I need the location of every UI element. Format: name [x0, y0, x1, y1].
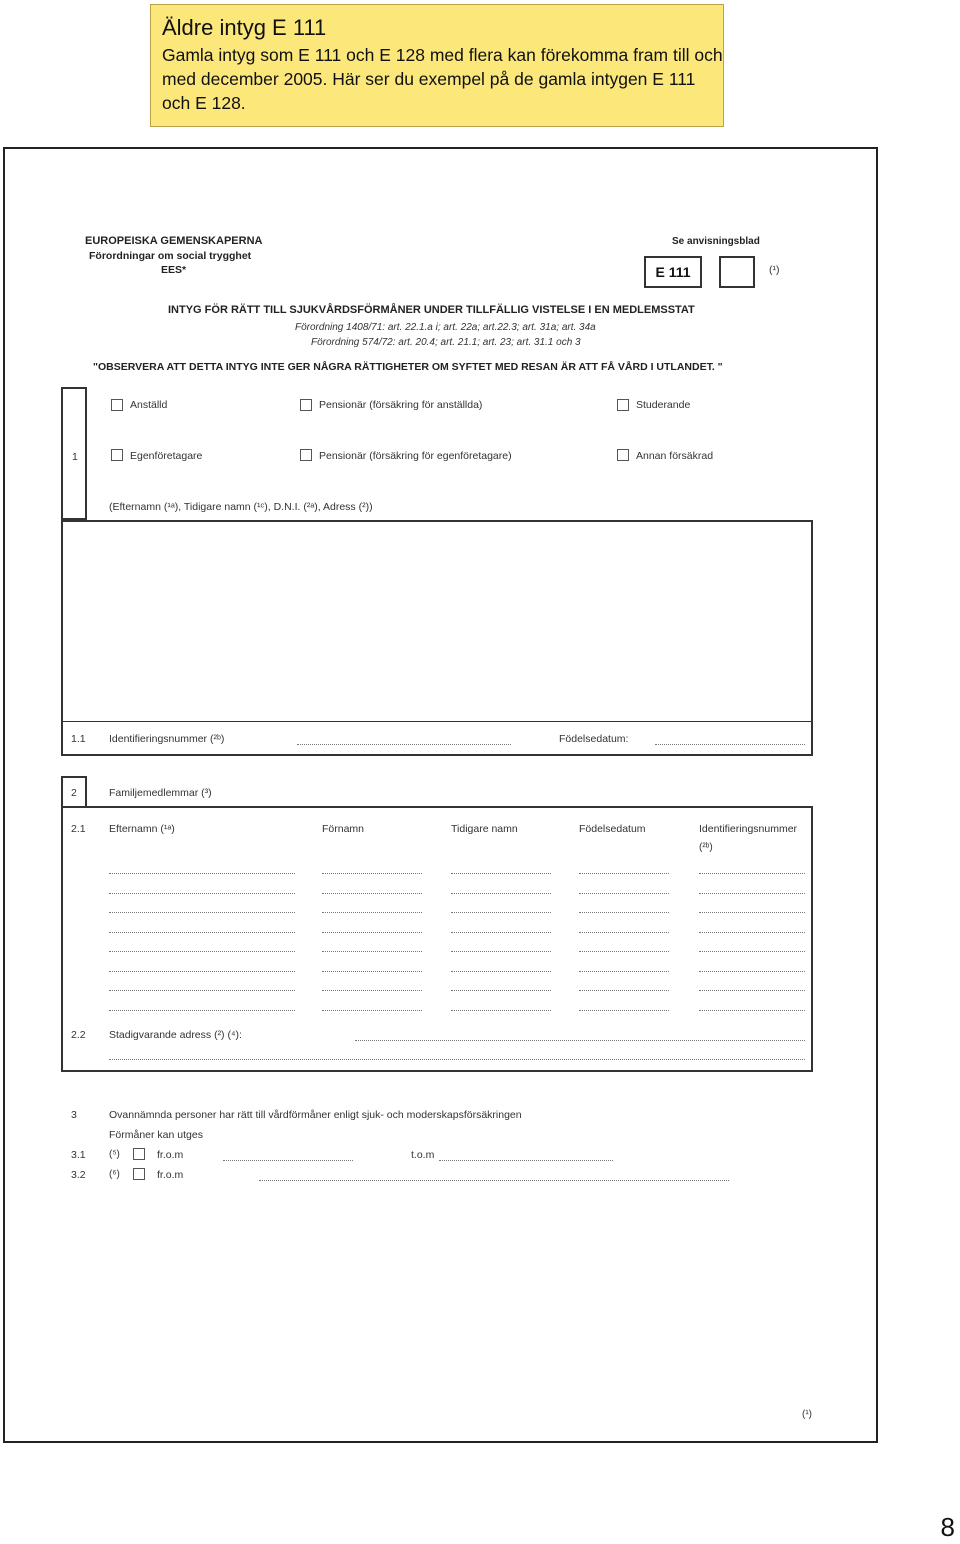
address-field-1[interactable]	[355, 1040, 805, 1041]
col-fodelsedatum: Födelsedatum	[579, 823, 646, 835]
form-title: INTYG FÖR RÄTT TILL SJUKVÅRDSFÖRMÅNER UNDER TILLFÄLLIG VISTELSE I EN MEDLEMSSTAT	[168, 304, 695, 316]
family-field[interactable]	[322, 951, 422, 952]
row31-note: (⁵)	[109, 1149, 120, 1160]
family-field[interactable]	[451, 873, 551, 874]
row31-from: fr.o.m	[157, 1149, 184, 1161]
family-field[interactable]	[579, 932, 669, 933]
section1-divider	[61, 721, 813, 722]
checkbox-anstalld[interactable]	[111, 399, 123, 411]
regulation-2: Förordning 574/72: art. 20.4; art. 21.1; art. 23; art. 31.1 och 3	[311, 337, 581, 348]
family-field[interactable]	[322, 971, 422, 972]
checkbox-egenforetagare[interactable]	[111, 449, 123, 461]
address-number: 2.2	[71, 1029, 86, 1041]
row32-from-field[interactable]	[259, 1180, 729, 1181]
row31-to: t.o.m	[411, 1149, 435, 1161]
family-field[interactable]	[451, 932, 551, 933]
form-code-box	[644, 256, 702, 288]
family-field[interactable]	[699, 932, 805, 933]
row31-from-field[interactable]	[223, 1160, 353, 1161]
family-field[interactable]	[579, 912, 669, 913]
col-tidigare-namn: Tidigare namn	[451, 823, 518, 835]
col-fornamn: Förnamn	[322, 823, 365, 835]
benefits-label: Förmåner kan utges	[109, 1129, 203, 1141]
family-field[interactable]	[451, 912, 551, 913]
family-field[interactable]	[451, 990, 551, 991]
note-body: Gamla intyg som E 111 och E 128 med flera kan förekomma fram till och med december 2005. Här ser du exempel på de gamla intygen E 111 och E 128.	[162, 45, 723, 113]
birth-field[interactable]	[655, 744, 805, 745]
page-number: 8	[940, 1512, 955, 1542]
label-anstalld: Anställd	[130, 399, 168, 411]
row32-note: (⁶)	[109, 1169, 120, 1180]
family-field[interactable]	[451, 893, 551, 894]
family-field[interactable]	[699, 990, 805, 991]
family-field[interactable]	[109, 951, 295, 952]
section2-sub-number: 2.1	[71, 823, 86, 835]
form-e111-scan	[3, 147, 878, 1443]
family-field[interactable]	[699, 971, 805, 972]
col-efternamn: Efternamn (¹ᵃ)	[109, 823, 175, 835]
header-regulations: Förordningar om social trygghet	[89, 250, 252, 262]
section3-number: 3	[71, 1109, 77, 1121]
family-field[interactable]	[699, 1010, 805, 1011]
label-annan-forsakrad: Annan försäkrad	[636, 450, 714, 462]
info-note	[150, 4, 724, 127]
family-field[interactable]	[699, 951, 805, 952]
family-field[interactable]	[109, 912, 295, 913]
label-pensionar-anstallda: Pensionär (försäkring för anställda)	[319, 399, 483, 411]
col-identifieringsnummer: Identifieringsnummer	[699, 823, 798, 835]
label-egenforetagare: Egenföretagare	[130, 450, 203, 462]
footnote-marker: (¹)	[769, 264, 780, 276]
family-field[interactable]	[109, 971, 295, 972]
family-field[interactable]	[322, 990, 422, 991]
family-field[interactable]	[699, 873, 805, 874]
instructions-ref: Se anvisningsblad	[672, 236, 760, 247]
family-field[interactable]	[109, 990, 295, 991]
checkbox-studerande[interactable]	[617, 399, 629, 411]
family-field[interactable]	[699, 912, 805, 913]
family-field[interactable]	[109, 1010, 295, 1011]
row32-from: fr.o.m	[157, 1169, 184, 1181]
id-number: 1.1	[71, 733, 86, 745]
form-code: E 111	[655, 264, 691, 280]
family-field[interactable]	[451, 1010, 551, 1011]
col-id-note: (²ᵇ)	[699, 842, 713, 853]
label-studerande: Studerande	[636, 399, 691, 411]
bottom-marker: (¹)	[802, 1409, 812, 1420]
section1-number: 1	[72, 451, 78, 463]
checkbox-32[interactable]	[133, 1168, 145, 1180]
birth-label: Födelsedatum:	[559, 733, 629, 745]
notice: "OBSERVERA ATT DETTA INTYG INTE GER NÅGRA RÄTTIGHETER OM SYFTET MED RESAN ÄR ATT FÅ VÅRD I UTLANDET. "	[93, 361, 723, 373]
family-field[interactable]	[451, 951, 551, 952]
family-field[interactable]	[579, 873, 669, 874]
family-field[interactable]	[579, 990, 669, 991]
note-title: Äldre intyg E 111	[162, 15, 327, 40]
family-field[interactable]	[109, 893, 295, 894]
family-field[interactable]	[322, 893, 422, 894]
label-pensionar-egenforetagare: Pensionär (försäkring för egenföretagare)	[319, 450, 512, 462]
header-ees: EES*	[161, 264, 187, 276]
family-field[interactable]	[322, 932, 422, 933]
family-field[interactable]	[322, 873, 422, 874]
address-field-2[interactable]	[109, 1059, 805, 1060]
family-field[interactable]	[322, 912, 422, 913]
id-label: Identifieringsnummer (²ᵇ)	[109, 733, 225, 745]
section2-number: 2	[71, 787, 77, 799]
section1-fields-label: (Efternamn (¹ᵃ), Tidigare namn (¹ᶜ), D.N.I. (²ᵃ), Adress (²))	[109, 501, 373, 513]
section3-label: Ovannämnda personer har rätt till vårdförmåner enligt sjuk- och moderskapsförsäkringen	[109, 1109, 522, 1121]
id-field[interactable]	[297, 744, 511, 745]
family-field[interactable]	[322, 1010, 422, 1011]
regulation-1: Förordning 1408/71: art. 22.1.a i; art. 22a; art.22.3; art. 31a; art. 34a	[295, 322, 596, 333]
family-field[interactable]	[109, 932, 295, 933]
checkbox-31[interactable]	[133, 1148, 145, 1160]
family-field[interactable]	[579, 1010, 669, 1011]
checkbox-pensionar-anstallda[interactable]	[300, 399, 312, 411]
row32-number: 3.2	[71, 1169, 86, 1181]
family-field[interactable]	[699, 893, 805, 894]
family-field[interactable]	[579, 971, 669, 972]
header-org: EUROPEISKA GEMENSKAPERNA	[85, 235, 263, 247]
family-field[interactable]	[579, 951, 669, 952]
checkbox-annan-forsakrad[interactable]	[617, 449, 629, 461]
family-field[interactable]	[579, 893, 669, 894]
row31-to-field[interactable]	[439, 1160, 613, 1161]
row31-number: 3.1	[71, 1149, 86, 1161]
family-field[interactable]	[451, 971, 551, 972]
section2-label: Familjemedlemmar (³)	[109, 787, 212, 799]
address-label: Stadigvarande adress (²) (⁴):	[109, 1029, 242, 1041]
family-field[interactable]	[109, 873, 295, 874]
form-code-extra-box[interactable]	[719, 256, 755, 288]
checkbox-pensionar-egenforetagare[interactable]	[300, 449, 312, 461]
